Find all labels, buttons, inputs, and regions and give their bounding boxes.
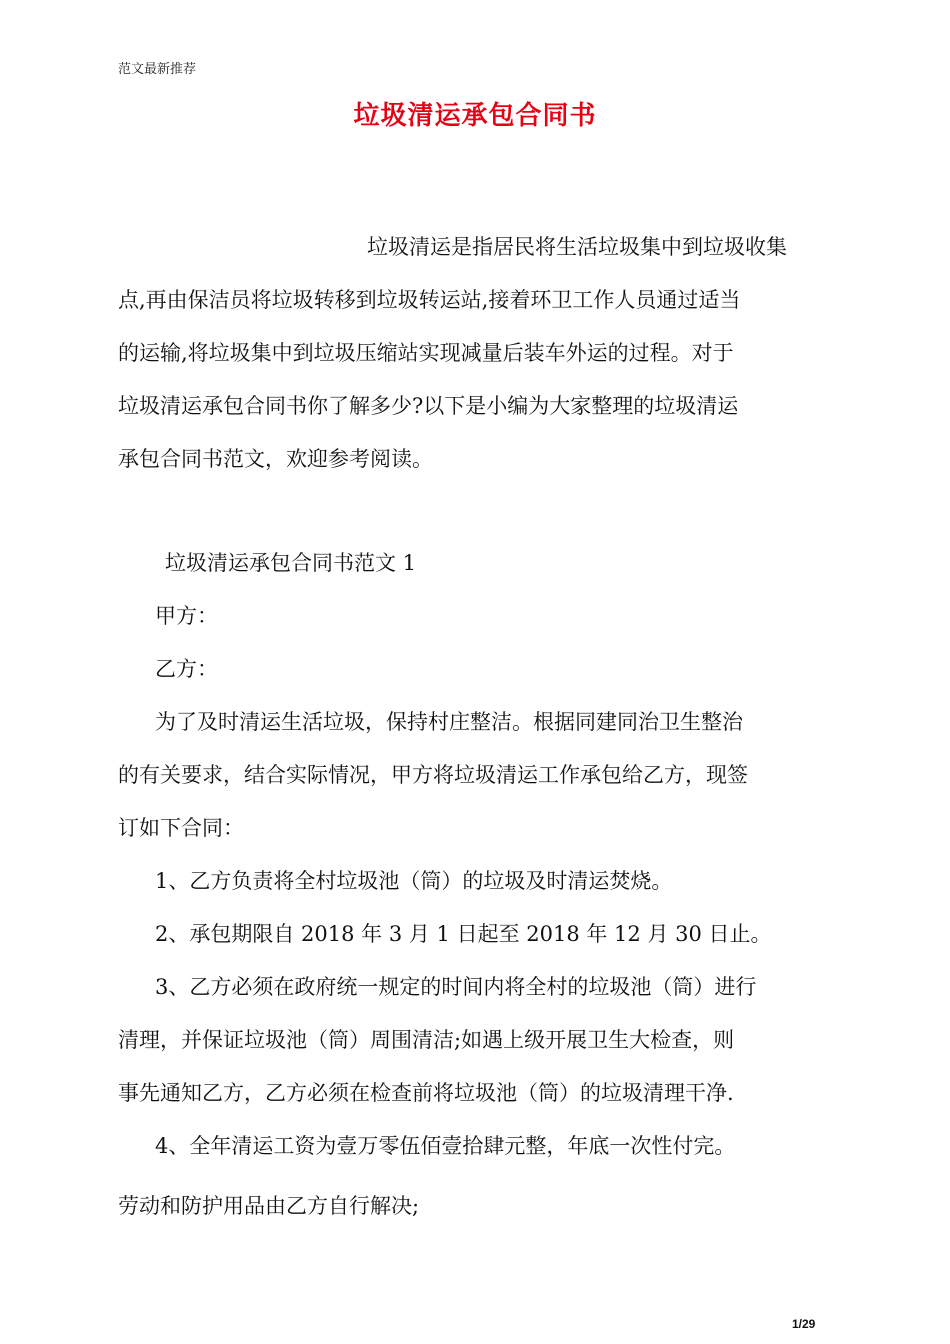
document-title: 垃圾清运承包合同书 [353, 101, 597, 131]
intro-line: 垃圾清运承包合同书你了解多少?以下是小编为大家整理的垃圾清运 [118, 394, 739, 418]
sample-heading: 垃圾清运承包合同书范文 1 [165, 551, 417, 575]
party-a-label: 甲方： [155, 604, 218, 628]
intro-line: 承包合同书范文，欢迎参考阅读。 [118, 447, 433, 471]
clause-4-tail: 劳动和防护用品由乙方自行解决; [118, 1194, 420, 1218]
intro-line: 点,再由保洁员将垃圾转移到垃圾转运站,接着环卫工作人员通过适当 [118, 288, 741, 312]
intro-line: 垃圾清运是指居民将生活垃圾集中到垃圾收集 [367, 235, 787, 259]
header-label: 范文最新推荐 [118, 62, 197, 77]
preamble-line: 的有关要求，结合实际情况，甲方将垃圾清运工作承包给乙方，现签 [118, 763, 748, 787]
clause-2: 2、承包期限自 2018 年 3 月 1 日起至 2018 年 12 月 30 日止。 [155, 922, 772, 946]
intro-line: 的运输,将垃圾集中到垃圾压缩站实现减量后装车外运的过程。对于 [118, 341, 734, 365]
clause-3-line: 3、乙方必须在政府统一规定的时间内将全村的垃圾池（筒）进行 [155, 975, 757, 999]
clause-4: 4、全年清运工资为壹万零伍佰壹拾肆元整，年底一次性付完。 [155, 1134, 736, 1158]
party-b-label: 乙方： [155, 657, 218, 681]
preamble-line: 订如下合同： [118, 816, 244, 840]
page-indicator: 1/29 [792, 1317, 816, 1331]
clause-3-line: 清理，并保证垃圾池（筒）周围清洁;如遇上级开展卫生大检查，则 [118, 1028, 735, 1052]
clause-3-line: 事先通知乙方，乙方必须在检查前将垃圾池（筒）的垃圾清理干净. [118, 1081, 734, 1105]
preamble-line: 为了及时清运生活垃圾，保持村庄整洁。根据同建同治卫生整治 [155, 710, 743, 734]
clause-1: 1、乙方负责将全村垃圾池（筒）的垃圾及时清运焚烧。 [155, 869, 673, 893]
